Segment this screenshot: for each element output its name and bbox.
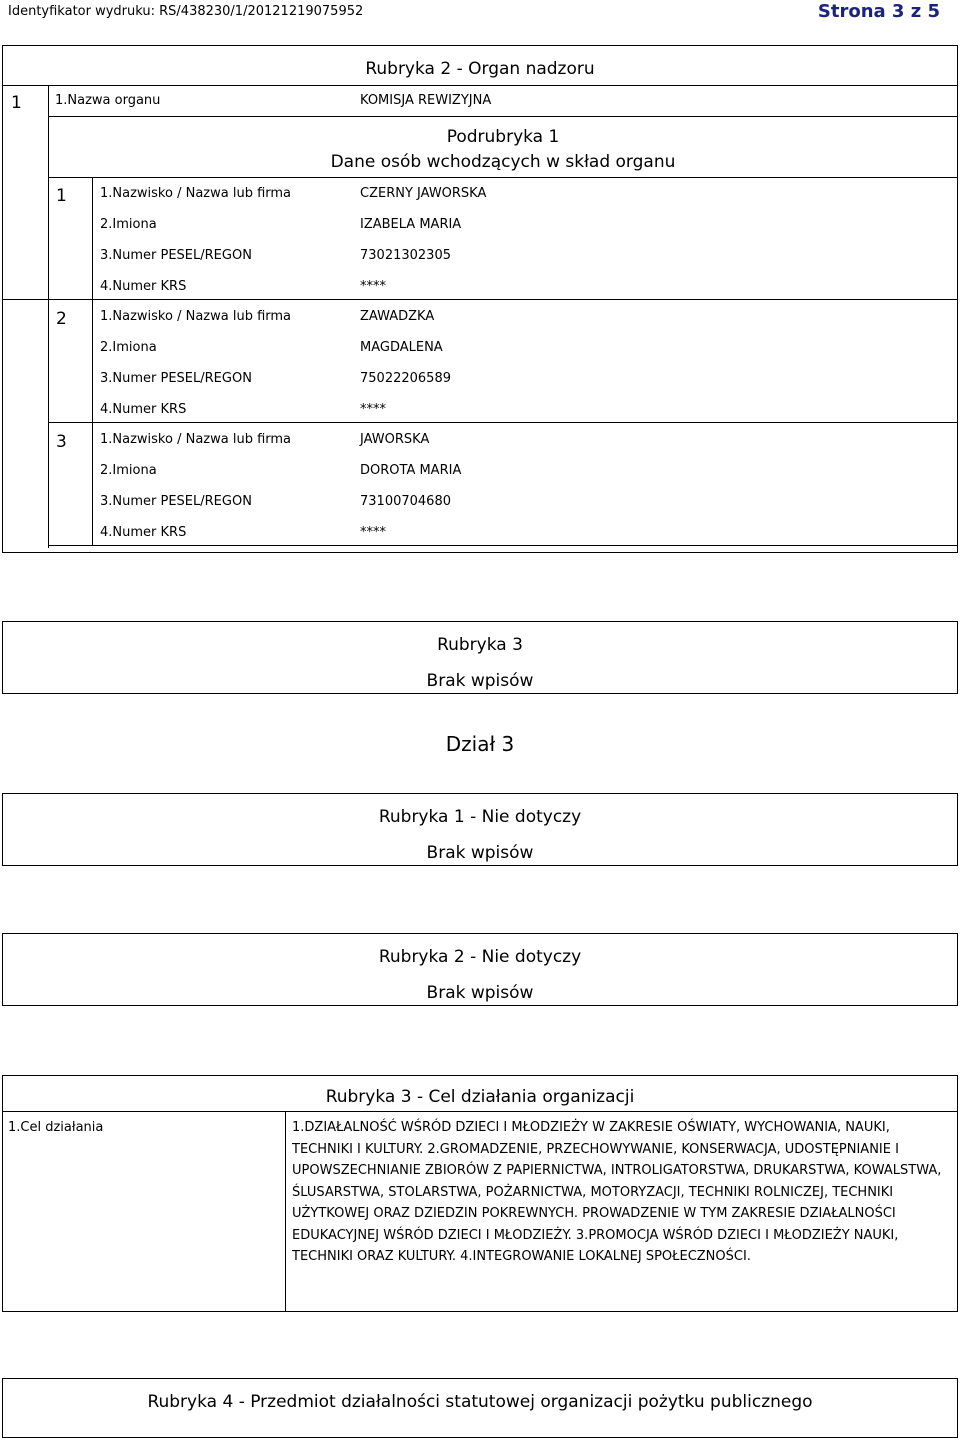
field-label: 3.Numer PESEL/REGON [100,494,252,509]
rubryka3-status: Brak wpisów [426,671,534,691]
field-value: **** [360,525,386,540]
organ-name-label: 1.Nazwa organu [55,93,161,108]
field-value: JAWORSKA [360,432,430,447]
d3-rubryka2-status: Brak wpisów [426,983,534,1003]
field-label: 3.Numer PESEL/REGON [100,371,252,386]
subsection-title: Podrubryka 1 [446,127,560,147]
organ-title: Rubryka 2 - Organ nadzoru [365,59,595,79]
d3-rubryka3-title: Rubryka 3 - Cel działania organizacji [325,1087,635,1107]
cel-dzialania-label: 1.Cel działania [8,1120,104,1135]
field-label: 4.Numer KRS [100,279,187,294]
field-value: ZAWADZKA [360,309,435,324]
divider [2,85,958,86]
cel-dzialania-text: 1.DZIAŁALNOŚĆ WŚRÓD DZIECI I MŁODZIEŻY W ZAKRESIE OŚWIATY, WYCHOWANIA, NAUKI, TECHNIKI I KULTURY. 2.GROMADZENIE, PRZECHOWYWANIE, KONSERWACJA, UDOSTĘPNIANIE I UPOWSZECHNIANIE ZBIORÓW Z PAPIERNICTWA, INTROLIGATORSTWA, DRUKARSTWA, KOWALSTWA, ŚLUSARSTWA, STOLARSTWA, POŻARNICTWA, MOTORYZACJI, TECHNIKI ROLNICZEJ, TECHNIKI UŻYTKOWEJ ORAZ DZIEDZIN POKREWNYCH. PROWADZENIE W TYM ZAKRESIE DZIAŁALNOŚCI EDUKACYJNEJ WŚRÓD DZIECI I MŁODZIEŻY. 3.PROMOCJA WŚRÓD DZIECI I MŁODZIEŻY NAUKI, TECHNIKI ORAZ KULTURY. 4.INTEGROWANIE LOKALNEJ SPOŁECZNOŚCI. [292,1120,942,1264]
d3-rubryka1-title: Rubryka 1 - Nie dotyczy [378,807,582,827]
dzial3-title: Dział 3 [445,732,515,756]
field-label: 1.Nazwisko / Nazwa lub firma [100,186,292,201]
field-label: 2.Imiona [100,340,157,355]
field-label: 4.Numer KRS [100,525,187,540]
print-identifier: Identyfikator wydruku: RS/438230/1/20121219075952 [8,4,364,19]
divider [2,1111,958,1112]
field-label: 2.Imiona [100,217,157,232]
field-value: **** [360,279,386,294]
divider [92,177,93,545]
field-label: 4.Numer KRS [100,402,187,417]
person-number: 1 [56,186,67,206]
field-value: DOROTA MARIA [360,463,462,478]
field-label: 1.Nazwisko / Nazwa lub firma [100,432,292,447]
field-label: 3.Numer PESEL/REGON [100,248,252,263]
page-number: Strona 3 z 5 [817,1,940,22]
divider [285,1111,286,1311]
divider [2,299,958,300]
field-label: 1.Nazwisko / Nazwa lub firma [100,309,292,324]
d3-rubryka1-status: Brak wpisów [426,843,534,863]
field-value: 73021302305 [360,248,451,263]
field-value: **** [360,402,386,417]
person-number: 2 [56,309,67,329]
rubryka3-title: Rubryka 3 [437,635,523,655]
divider [48,422,958,423]
subsection-subtitle: Dane osób wchodzących w skład organu [330,152,676,172]
field-value: MAGDALENA [360,340,443,355]
divider [48,177,958,178]
d3-rubryka4-title: Rubryka 4 - Przedmiot działalności statutowej organizacji pożytku publicznego [147,1392,813,1412]
person-number: 3 [56,432,67,452]
field-label: 2.Imiona [100,463,157,478]
divider [48,545,958,546]
field-value: CZERNY JAWORSKA [360,186,487,201]
d3-rubryka2-title: Rubryka 2 - Nie dotyczy [378,947,582,967]
field-value: 75022206589 [360,371,451,386]
organ-name-value: KOMISJA REWIZYJNA [360,93,492,108]
divider [48,116,958,117]
field-value: IZABELA MARIA [360,217,462,232]
field-value: 73100704680 [360,494,451,509]
row-number: 1 [11,93,22,113]
